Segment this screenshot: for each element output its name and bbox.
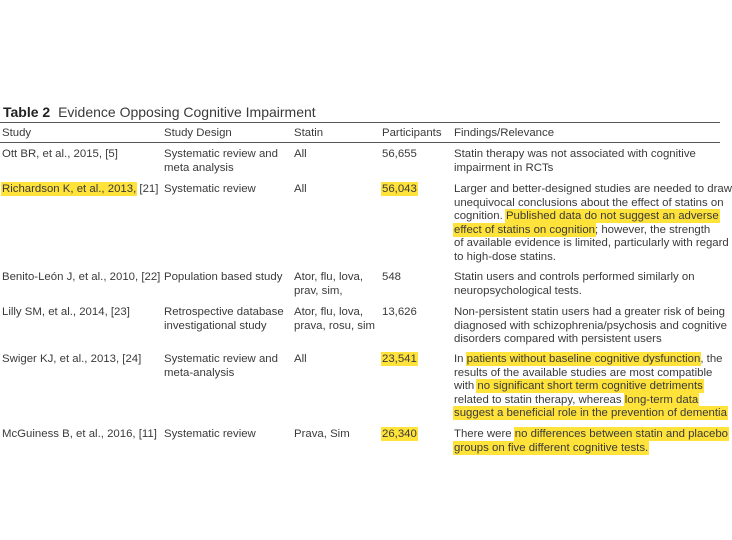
cell-statin xyxy=(294,183,374,197)
participants-value: 56,655 xyxy=(382,148,417,160)
design-line: Systematic review xyxy=(164,428,256,440)
findings-line xyxy=(454,407,727,421)
cell-participants xyxy=(382,306,444,320)
findings-text: related to statin therapy, whereas xyxy=(454,393,625,406)
table-top-rule xyxy=(0,122,720,123)
findings-text: , the xyxy=(700,353,723,365)
cell-statin xyxy=(294,271,374,298)
findings-line xyxy=(454,251,720,265)
cell-findings xyxy=(454,183,732,265)
design-line: Retrospective database xyxy=(164,306,284,318)
findings-text: impairment in RCTs xyxy=(454,161,554,174)
cell-findings xyxy=(454,271,720,298)
findings-line xyxy=(454,148,720,162)
study-citation: Lilly SM, et al., 2014, [23] xyxy=(2,306,130,318)
cell-participants xyxy=(382,183,444,197)
findings-text: Statin therapy was not associated with cognitive xyxy=(454,148,696,160)
cell-findings xyxy=(454,148,720,175)
findings-line xyxy=(454,210,720,224)
findings-highlighted-text: no differences between statin and placebo xyxy=(514,428,728,440)
statin-line: All xyxy=(294,148,307,160)
design-line: investigational study xyxy=(164,319,267,332)
findings-highlighted-text: effect of statins on cognition xyxy=(454,223,595,236)
cell-findings xyxy=(454,353,727,421)
design-line: Population based study xyxy=(164,271,283,283)
cell-study-design xyxy=(164,148,282,175)
findings-line xyxy=(454,319,727,334)
findings-line xyxy=(454,224,720,238)
cell-participants xyxy=(382,428,444,442)
findings-line xyxy=(454,271,720,285)
participants-value: 26,340 xyxy=(382,428,417,440)
findings-line xyxy=(454,333,720,347)
findings-line xyxy=(454,183,732,197)
findings-highlighted-text: Published data do not suggest an adverse xyxy=(505,210,719,223)
design-line: Systematic review xyxy=(164,183,256,195)
statin-line: prav, sim, xyxy=(294,284,343,297)
findings-text: with xyxy=(454,380,478,393)
findings-text: of available evidence is limited, particularly with regard xyxy=(454,237,729,250)
participants-value: 56,043 xyxy=(382,183,417,195)
findings-highlighted-text: suggest a beneficial role in the prevention of dementia xyxy=(454,407,727,420)
study-citation-line xyxy=(2,183,157,197)
cell-study xyxy=(2,428,157,442)
table-title xyxy=(3,104,316,120)
participants-value: 23,541 xyxy=(382,353,417,365)
findings-text: neuropsychological tests. xyxy=(454,284,582,297)
statin-line: Ator, flu, lova, xyxy=(294,306,364,318)
findings-line xyxy=(454,285,720,299)
statin-line: All xyxy=(294,183,307,195)
design-line: Systematic review and xyxy=(164,353,278,365)
design-line: meta analysis xyxy=(164,161,234,174)
cell-findings xyxy=(454,306,727,347)
statin-line: All xyxy=(294,353,307,365)
findings-text: Statin users and controls performed similarly on xyxy=(454,271,695,283)
cell-study xyxy=(2,353,157,367)
cell-participants xyxy=(382,271,444,285)
findings-highlighted-text: long-term data xyxy=(624,393,699,406)
design-line: Systematic review and xyxy=(164,148,278,160)
findings-text: diagnosed with schizophrenia/psychosis and cognitive xyxy=(454,319,727,332)
header-findings: Findings/Relevance xyxy=(454,127,555,139)
cell-participants xyxy=(382,148,444,162)
findings-highlighted-text: patients without baseline cognitive dysfunction xyxy=(466,353,701,365)
findings-line xyxy=(454,380,720,394)
statin-line: prava, rosu, sim xyxy=(294,319,376,332)
design-line: meta-analysis xyxy=(164,366,235,379)
findings-text: disorders compared with persistent users xyxy=(454,333,662,346)
findings-line xyxy=(454,306,725,320)
cell-study xyxy=(2,306,157,320)
findings-text: unequivocal conclusions about the effect of statins on xyxy=(454,196,724,209)
table-label: Table 2 xyxy=(3,104,51,120)
statin-line: Prava, Sim xyxy=(294,428,350,440)
table-title-text: Evidence Opposing Cognitive Impairment xyxy=(58,104,316,120)
cell-study-design xyxy=(164,428,282,442)
findings-highlighted-text: no significant short term cognitive detriments xyxy=(477,380,703,393)
findings-line xyxy=(454,196,724,211)
findings-text: to high-dose statins. xyxy=(454,250,556,263)
participants-value: 548 xyxy=(382,271,402,283)
findings-text: Larger and better-designed studies are needed to draw xyxy=(454,183,732,195)
cell-statin xyxy=(294,353,374,367)
cell-study-design xyxy=(164,306,282,333)
findings-highlighted-text: groups on five different cognitive tests. xyxy=(454,441,649,454)
study-citation: Ott BR, et al., 2015, [5] xyxy=(2,148,118,160)
cell-statin xyxy=(294,428,374,442)
study-citation: Benito-León J, et al., 2010, [22] xyxy=(2,271,161,283)
study-citation: McGuiness B, et al., 2016, [11] xyxy=(2,428,157,440)
findings-line xyxy=(454,162,720,176)
findings-line xyxy=(454,237,729,251)
header-statin: Statin xyxy=(294,127,324,139)
findings-line xyxy=(454,428,728,442)
cell-study xyxy=(2,271,161,285)
header-study-design: Study Design xyxy=(164,127,232,139)
statin-line: Ator, flu, lova, xyxy=(294,271,364,283)
findings-line xyxy=(454,367,720,381)
cell-study-design xyxy=(164,183,282,197)
findings-text: ; however, the strength xyxy=(595,223,711,236)
findings-text: In xyxy=(454,353,467,365)
findings-line xyxy=(454,394,720,408)
cell-findings xyxy=(454,428,728,455)
findings-line xyxy=(454,442,720,456)
header-study: Study xyxy=(2,127,32,139)
cell-statin xyxy=(294,148,374,162)
cell-study-design xyxy=(164,353,282,380)
study-citation: Swiger KJ, et al., 2013, [24] xyxy=(2,353,142,365)
cell-study-design xyxy=(164,271,282,285)
study-citation-highlighted: Richardson K, et al., 2013, xyxy=(2,183,137,195)
findings-text: cognition. xyxy=(454,210,506,223)
header-participants: Participants xyxy=(382,127,442,139)
cell-study xyxy=(2,148,157,162)
participants-value: 13,626 xyxy=(382,306,417,318)
cell-statin xyxy=(294,306,374,333)
cell-study xyxy=(2,183,157,197)
cell-participants xyxy=(382,353,444,367)
findings-text: There were xyxy=(454,428,515,440)
findings-line xyxy=(454,353,723,367)
findings-text: results of the available studies are most compatible xyxy=(454,366,713,379)
table-header-rule xyxy=(0,142,720,143)
findings-text: Non-persistent statin users had a greater risk of being xyxy=(454,306,725,318)
study-reference: [21] xyxy=(136,183,159,195)
